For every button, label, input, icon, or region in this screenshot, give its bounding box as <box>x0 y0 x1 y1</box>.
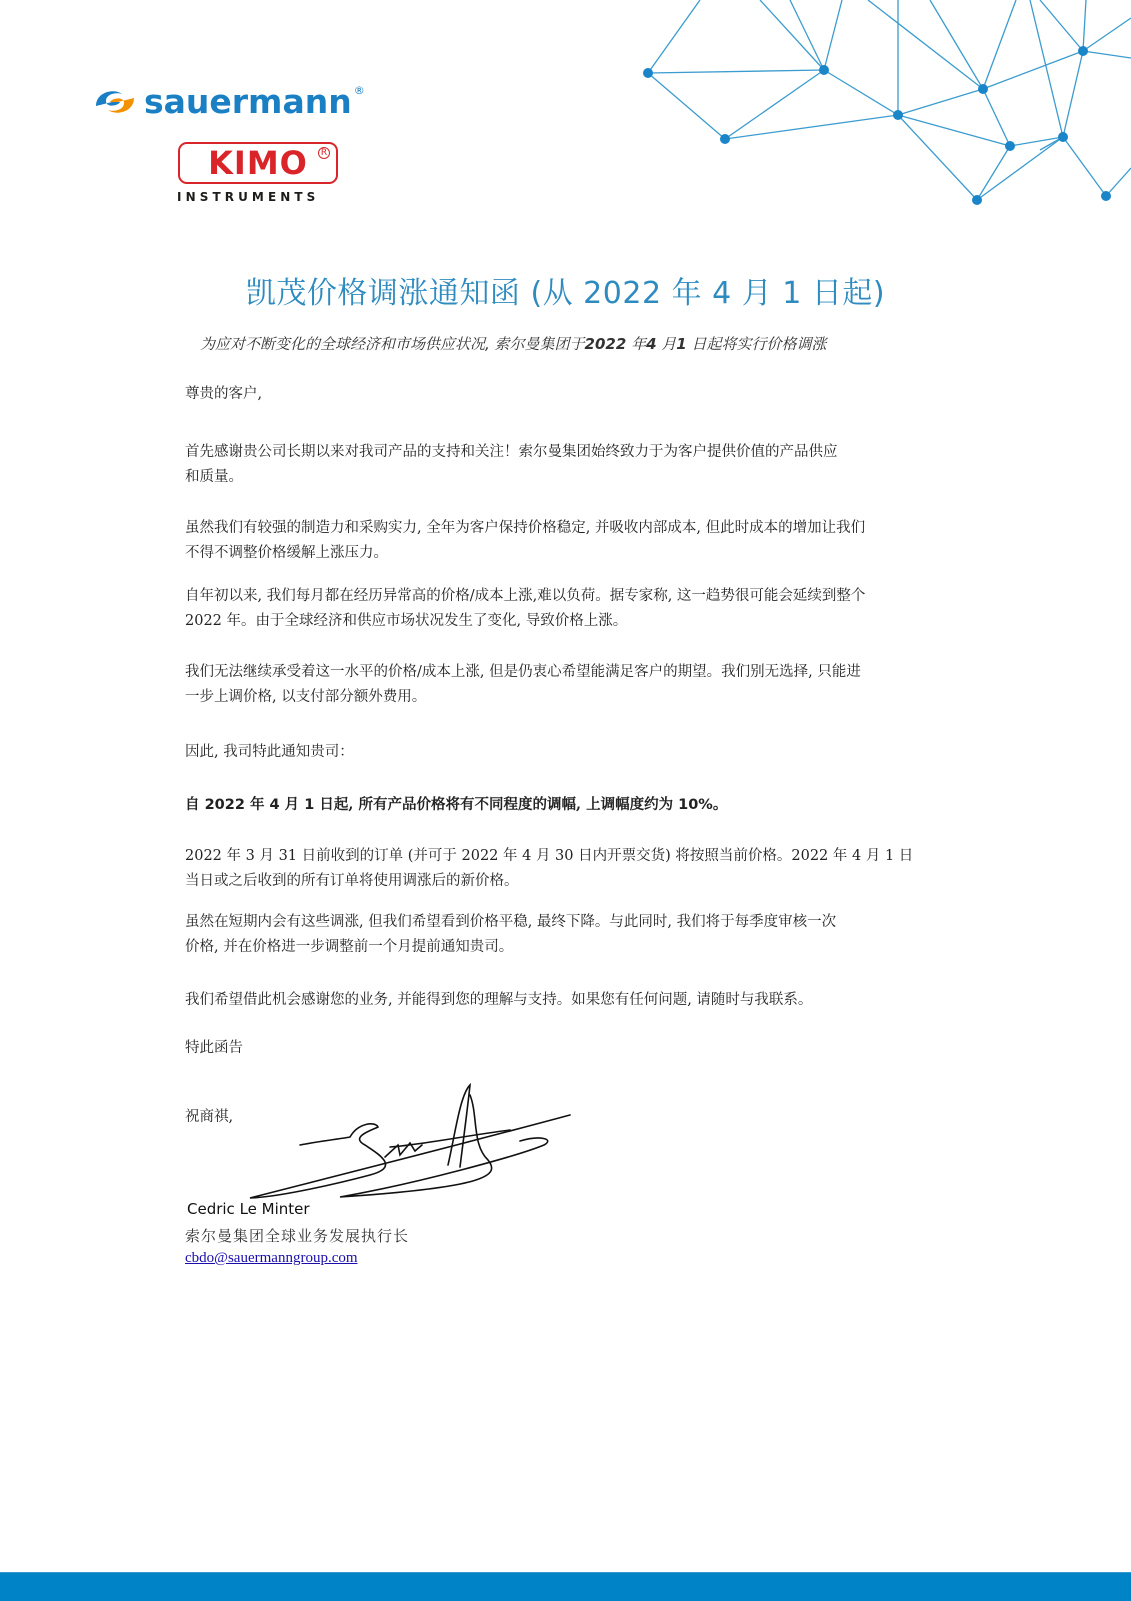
kimo-logo <box>178 142 338 184</box>
registered-mark: R <box>318 147 330 159</box>
registered-mark: ® <box>353 83 365 97</box>
sauermann-logo <box>92 82 365 122</box>
signature-image <box>240 1075 590 1205</box>
signer-email-link[interactable]: cbdo@sauermanngroup.com <box>185 1250 358 1266</box>
announcement-text: 月 <box>279 796 305 813</box>
signer-name: Cedric Le Minter <box>187 1200 310 1218</box>
paragraph-line: 不得不调整价格缓解上涨压力。 <box>185 545 388 561</box>
subtitle-month: 4 <box>646 335 657 353</box>
paragraph <box>185 516 995 566</box>
closing-greeting: 祝商祺, <box>185 1109 234 1125</box>
paragraph-line: 2022 年。由于全球经济和供应市场状况发生了变化, 导致价格上涨。 <box>185 613 628 629</box>
sauermann-swirl-icon <box>92 84 138 120</box>
paragraph <box>185 910 995 960</box>
paragraph-line: 自年初以来, 我们每月都在经历异常高的价格/成本上涨,难以负荷。据专家称, 这一趋势很可能会延续到整个 <box>185 588 866 604</box>
subtitle-text: 为应对不断变化的全球经济和市场供应状况, 索尔曼集团于 <box>200 335 585 353</box>
price-increase-announcement <box>185 792 995 818</box>
announcement-percent: 10% <box>678 797 713 813</box>
announcement-text: 日起, 所有产品价格将有不同程度的调幅, 上调幅度约为 <box>314 796 679 813</box>
paragraph-line: 我们希望借此机会感谢您的业务, 并能得到您的理解与支持。如果您有任何问题, 请随时与我联系。 <box>185 992 813 1008</box>
subtitle <box>200 333 827 354</box>
paragraph-line: 一步上调价格, 以支付部分额外费用。 <box>185 689 427 705</box>
paragraph <box>185 660 995 710</box>
paragraph-line: 和质量。 <box>185 469 243 485</box>
announcement-text: 年 <box>244 796 270 813</box>
paragraph <box>185 584 995 634</box>
sauermann-wordmark: sauermann <box>144 82 352 121</box>
paragraph <box>185 988 995 1013</box>
subtitle-text: 日起将实行价格调涨 <box>686 335 827 353</box>
notice-intro: 因此, 我司特此通知贵司： <box>185 744 354 760</box>
subtitle-text: 年 <box>626 335 647 353</box>
announcement-year: 2022 <box>204 797 245 813</box>
kimo-wordmark: KIMO <box>208 144 308 182</box>
subtitle-year: 2022 <box>584 335 627 353</box>
paragraph-line: 我们无法继续承受着这一水平的价格/成本上涨, 但是仍衷心希望能满足客户的期望。我们别无选择, 只能进 <box>185 664 861 680</box>
page-title: 凯茂价格调涨通知函 (从 2022 年 4 月 1 日起) <box>245 276 886 311</box>
paragraph-line: 2022 年 3 月 31 日前收到的订单 (并可于 2022 年 4 月 30 日内开票交货) 将按照当前价格。2022 年 4 月 1 日 <box>185 848 914 864</box>
subtitle-text: 月 <box>656 335 677 353</box>
salutation: 尊贵的客户, <box>185 386 263 402</box>
paragraph-line: 首先感谢贵公司长期以来对我司产品的支持和关注！索尔曼集团始终致力于为客户提供价值的产品供应 <box>185 444 838 460</box>
paragraph-line: 虽然在短期内会有这些调涨, 但我们希望看到价格平稳, 最终下降。与此同时, 我们将于每季度审核一次 <box>185 914 837 930</box>
paragraph <box>185 440 995 490</box>
paragraph-line: 价格, 并在价格进一步调整前一个月提前通知贵司。 <box>185 939 514 955</box>
paragraph-line: 当日或之后收到的所有订单将使用调涨后的新价格。 <box>185 873 519 889</box>
announcement-day: 1 <box>304 797 315 813</box>
paragraph-line: 虽然我们有较强的制造力和采购实力, 全年为客户保持价格稳定, 并吸收内部成本, 但此时成本的增加让我们 <box>185 520 866 536</box>
announcement-month: 4 <box>269 797 280 813</box>
subtitle-day: 1 <box>676 335 687 353</box>
paragraph <box>185 844 995 894</box>
footer-bar <box>0 1572 1131 1601</box>
announcement-text: 自 <box>185 796 205 813</box>
closing-line: 特此函告 <box>185 1040 243 1056</box>
kimo-tagline: INSTRUMENTS <box>177 190 320 204</box>
network-graphic-icon <box>600 0 1131 215</box>
signer-title: 索尔曼集团全球业务发展执行长 <box>185 1227 410 1245</box>
announcement-text: 。 <box>712 796 728 813</box>
